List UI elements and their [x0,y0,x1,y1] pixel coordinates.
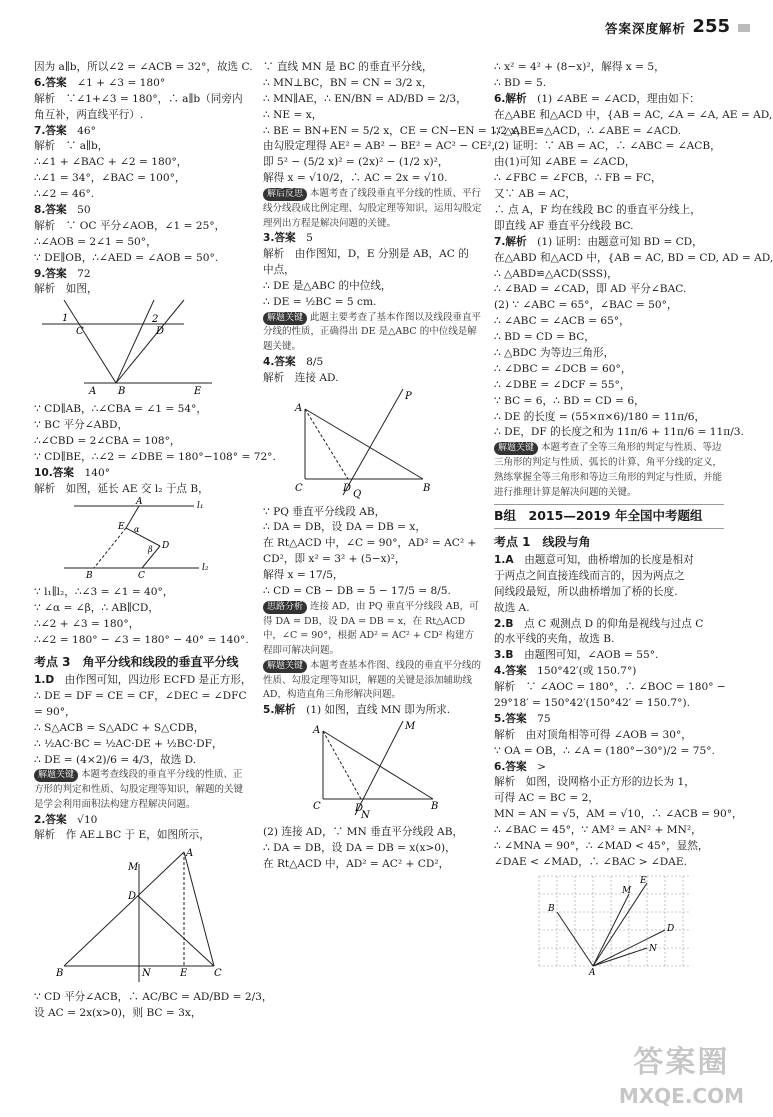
text-line: 解得 x = √10/2，∴ AC = 2x = √10. [263,172,448,185]
text-line: ∴∠1 + ∠BAC + ∠2 = 180°， [34,156,188,169]
text-block [494,553,743,871]
text-line: ∴ DE = DF = CE = CF，∠DEC = ∠DFC [34,689,247,702]
svg-text:A: A [89,386,97,398]
text-line: ∴ DE = ½BC = 5 cm. [263,295,377,308]
text-line: CD²，即 x² = 3² + (5−x)²， [263,553,406,566]
text-line: ∴ 点 A，F 均在线段 BC 的垂直平分线上， [494,204,701,217]
svg-text:D: D [162,540,170,551]
question-tag: 6.答案 [34,76,67,89]
note-text: 此题主要考查了基本作图以及线段垂直平分线的性质，正确得出 DE 是△ABC 的中位线是解题关键。 [263,311,482,353]
text-line: ∴ BD = CD = BC， [494,331,595,344]
text-line: ∴ DA = DB，设 DA = DB = x， [263,521,426,534]
text-line: 3.答案 5 [263,232,313,245]
text-block [494,60,773,441]
text-line: 7.解析 (1) 证明：由题意可知 BD = CD， [494,235,703,248]
svg-text:B: B [86,570,93,581]
svg-text:C: C [76,326,84,338]
text-line: 的水平线的夹角，故选 B. [494,633,615,646]
svg-text:2: 2 [152,314,159,326]
text-line: ∵ OA = OB，∴ ∠A = (180°−30°)/2 = 75°. [494,744,715,757]
text-line: ∵ ∠α = ∠β，∴ AB∥CD， [34,602,159,615]
note-block [263,187,483,231]
text-line: ∴ MN∥AE，∴ EN/BN = AD/BD = 2/3， [263,92,467,105]
svg-text:B: B [431,800,439,812]
text-block [263,825,483,873]
svg-text:P: P [405,390,412,402]
text-line: 角互补，两直线平行）. [34,108,144,121]
text-line: 在 Rt△ACD 中，AD² = AC² + CD²， [263,857,450,870]
text-line: 1.D 由作图可知，四边形 ECFD 是正方形， [34,674,252,687]
text-line: 29°18′ = 150°42′(150°42′ = 150.7°). [494,697,690,710]
text-line: ∴∠2 = 180° − ∠3 = 180° − 40° = 140°. [34,634,249,647]
text-line: ∵ CD∥AB，∴∠CBA = ∠1 = 54°， [34,403,207,416]
column-right [494,60,773,978]
text-line: 即 5² − (5/2 x)² = (2x)² − (1/2 x)²， [263,156,449,169]
text-line: ∴ △BDC 为等边三角形， [494,347,615,360]
svg-text:N: N [361,809,370,821]
watermark [619,1040,744,1111]
text-line: ∴∠CBD = 2∠CBA = 108°， [34,435,181,448]
note-badge: 解题关键 [494,442,538,455]
text-line: ∴ BD = 5. [494,76,547,89]
text-line: 解析 ∵ a∥b， [34,140,109,153]
text-line: 在△ABE 和△ACD 中，{AB = AC, ∠A = ∠A, AE = AD, [494,108,773,121]
text-block [263,703,483,719]
text-line: 由(1)可知 ∠ABE = ∠ACD， [494,156,636,169]
figure-q9 [34,298,234,396]
text-line: 2.答案 √10 [34,813,98,826]
text-line: 即直线 AF 垂直平分线段 BC. [494,219,634,232]
text-line: 于两点之间直接连线而言的，因为两点之 [494,569,685,582]
text-line: ∴ S△ACB = S△ADC + S△CDB， [34,721,205,734]
svg-text:E: E [640,875,647,886]
note-badge: 思路分析 [263,601,307,614]
svg-text:M: M [405,720,416,732]
text-line: ∴ ∠BAC = 45°，∵ AM² = AN² + MN²， [494,824,702,837]
text-line: 间线段最短，所以曲桥增加了桥的长度. [494,585,678,598]
text-line: 解析 如图，延长 AE 交 l₂ 于点 B， [34,482,209,495]
question-tag: 4.答案 [494,665,527,678]
text-line: = 90°， [34,705,76,718]
text-line: ∴ ∠ABC = ∠ACB = 65°， [494,315,630,328]
note-badge: 解题关键 [263,660,307,673]
svg-text:D: D [156,326,165,338]
text-line: 解析 连接 AD. [263,371,339,384]
question-tag: 3.B [494,649,514,662]
text-block [34,402,276,497]
page-header [0,0,750,44]
svg-text:A: A [186,848,194,860]
text-line: 可得 AC = BC = 2， [494,792,599,805]
question-tag: 10.答案 [34,466,74,479]
text-line: ∴ MN⊥BC，BN = CN = 3/2 x， [263,76,433,89]
svg-text:N: N [142,968,151,980]
figure-q4 [263,387,443,499]
question-tag: 1.D [34,674,55,687]
text-line: ∴ NE = x， [263,108,323,121]
running-title: 答案深度解析 [604,21,686,36]
text-line: 设 AC = 2x(x>0)，则 BC = 3x， [34,1007,202,1020]
text-line: ∴ ∠DBC = ∠DCB = 60°， [494,362,632,375]
text-line: ∵ BC 平分∠ABD， [34,419,129,432]
text-line: 由勾股定理得 AE² = AB² − BE² = AC² − CE²， [263,140,503,153]
figure-q5 [263,719,443,819]
text-line: 6.答案 > [494,760,547,773]
text-line: ∴ DE 是△ABC 的中位线， [263,279,392,292]
svg-text:Q: Q [353,488,362,500]
note-badge: 解后反思 [263,188,307,201]
text-line: (2) ∵ ∠ABC = 65°，∠BAC = 50°， [494,299,678,312]
note-text: 连接 AD，由 PQ 垂直平分线段 AB，可得 DA = DB，设 DA = DB = x，在 Rt△ACD 中，∠C = 90°，根据 AD² = AC² + CD² 构建方程即可解决问题。 [263,600,479,657]
text-block [34,673,252,768]
text-line: ∴ ∠MNA = 90°，∴ ∠MAD < 45°，显然， [494,840,709,853]
svg-text:D: D [667,923,675,934]
svg-text:β: β [148,544,153,554]
figure-q10 [34,498,234,580]
text-line: 解析 由对顶角相等可得 ∠AOB = 30°， [494,728,692,741]
figure-q2 [34,844,244,984]
text-line: ∵ CD 平分∠ACB，∴ AC/BC = AD/BD = 2/3， [34,991,273,1004]
note-text: 本题考查基本作图、线段的垂直平分线的性质、勾股定理等知识，解题的关键是添加辅助线 AD，构造直角三角形解决问题。 [263,659,482,701]
note-block [263,600,483,659]
question-tag: 3.答案 [263,232,296,245]
text-line: ∵ CD∥BE，∴∠2 = ∠DBE = 180°−108° = 72°. [34,450,276,463]
text-line: 4.答案 150°42′(或 150.7°) [494,665,637,678]
text-line: ∴ ∠FBC = ∠FCB，∴ FB = FC， [494,172,662,185]
note-badge: 解题关键 [34,769,78,782]
text-line: 在△ABD 和△ACD 中，{AB = AC, BD = CD, AD = AD, [494,251,773,264]
svg-text:C: C [214,968,222,980]
text-line: 7.答案 46° [34,124,96,137]
text-line: 9.答案 72 [34,267,91,280]
svg-text:C: C [295,482,303,494]
text-line: 解析 如图，设网格小正方形的边长为 1， [494,776,695,789]
text-block [263,231,483,310]
text-line: (2) 证明：∵ AB = AC，∴ ∠ABC = ∠ACB， [494,140,721,153]
question-tag: 2.答案 [34,813,67,826]
svg-text:M: M [622,885,632,896]
text-line: ∴ △ABD≌△ACD(SSS)， [494,267,618,280]
svg-text:B: B [423,482,431,494]
question-tag: 6.答案 [494,760,527,773]
svg-text:E: E [118,521,125,532]
text-line: 中点， [263,264,295,277]
text-line: ∴ ½AC·BC = ½AC·DE + ½BC·DF， [34,737,223,750]
text-block [34,990,273,1022]
text-line: 10.答案 140° [34,466,111,479]
svg-text:D: D [343,482,352,494]
question-tag: 9.答案 [34,267,67,280]
text-line: ∴ DE 的长度 = (55×π×6)/180 = 11π/6， [494,410,706,423]
svg-text:A: A [295,402,303,414]
text-line: 3.B 由题图可知，∠AOB = 55°. [494,649,659,662]
text-line: 又∵ AB = AC， [494,188,576,201]
question-tag: 6.解析 [494,92,527,105]
text-line: ∴ DE，DF 的长度之和为 11π/6 + 11π/6 = 11π/3. [494,426,744,439]
text-line: 5.解析 (1) 如图，直线 MN 即为所求. [263,703,451,716]
text-block [263,505,483,600]
svg-text:D: D [355,802,364,814]
note-block [263,659,483,703]
text-line: ∴ CD = CB − DB = 5 − 17/5 = 8/5. [263,585,451,598]
question-tag: 7.答案 [34,124,67,137]
figure-grid [534,871,694,978]
svg-text:B: B [548,903,555,914]
text-line: ∴ DE = (4×2)/6 = 4/3，故选 D. [34,753,197,766]
text-line: 解析 ∵∠1+∠3 = 180°，∴ a∥b（同旁内 [34,92,243,105]
svg-text:D: D [128,891,137,903]
text-line: ∴∠1 = 34°，∠BAC = 100°， [34,172,186,185]
svg-text:l₂: l₂ [202,562,209,573]
section-heading: 考点 1 线段与角 [494,535,591,549]
text-line: 解得 x = 17/5， [263,569,344,582]
group-heading: B组 2015—2019 年全国中考题组 [494,504,724,529]
text-line: 解析 作 AE⊥BC 于 E，如图所示， [34,829,210,842]
note-badge: 解题关键 [263,312,307,325]
note-block [494,441,724,500]
text-line: 解析 ∵ ∠AOC = 180°，∴ ∠BOC = 180° − [494,681,726,694]
text-line: ∵ l₁∥l₂，∴∠3 = ∠1 = 40°， [34,586,174,599]
page-number: 255 [692,16,730,37]
text-block [34,60,252,298]
text-line: 解析 由作图知，D，E 分别是 AB，AC 的 [263,248,469,261]
text-line: ∴ ∠BAD = ∠CAD，即 AD 平分∠BAC. [494,283,687,296]
column-left [34,60,276,1022]
text-line: ∴ △ABE≌△ACD，∴ ∠ABE = ∠ACD. [494,124,682,137]
question-tag: 2.B [494,617,514,630]
text-block [263,355,483,387]
svg-text:l₁: l₁ [197,500,204,511]
text-line: MN = AN = √5，AM = √10，∴ ∠ACB = 90°， [494,808,743,821]
svg-text:α: α [134,524,140,534]
question-tag: 4.答案 [263,355,296,368]
question-tag: 1.A [494,554,514,566]
text-line: ∴ x² = 4² + (8−x)²，解得 x = 5， [494,61,665,73]
text-line: ∴ BE = BN+EN = 5/2 x，CE = CN−EN = 1/2 x， [263,124,528,137]
text-line: ∴∠2 = 46°. [34,188,95,201]
svg-text:A: A [589,967,596,978]
text-line: 解析 ∵ OC 平分∠AOB，∠1 = 25°， [34,219,226,232]
header-tab [738,24,750,32]
text-block [34,585,252,649]
question-tag: 7.解析 [494,235,527,248]
svg-text:E: E [194,386,202,398]
note-text: 本题考查线段的垂直平分线的性质、正方形的判定和性质、勾股定理等知识，解题的关键是学会利用面积法构建方程解决问题。 [34,769,244,810]
question-tag: 5.答案 [494,712,527,725]
svg-text:C: C [313,800,321,812]
svg-text:A: A [313,724,321,736]
text-line: 2.B 点 C 观测点 D 的仰角是视线与过点 C [494,617,704,630]
text-line: 6.答案 ∠1 + ∠3 = 180° [34,76,166,89]
watermark-logo: 答案圈 [633,1045,730,1080]
text-line: ∴ ∠DBE = ∠DCF = 55°， [494,378,631,391]
svg-text:1: 1 [62,313,69,325]
note-text: 本题考查了全等三角形的判定与性质、等边三角形的判定与性质、弧长的计算、角平分线的定义，熟练掌握全等三角形和等边三角形的判定与性质，并能进行推理计算是解决问题的关键。 [494,442,723,498]
svg-text:E: E [180,968,188,980]
svg-text:A: A [136,496,143,507]
text-line: ∴∠AOB = 2∠1 = 50°， [34,235,157,248]
svg-text:B: B [118,386,126,398]
svg-text:C: C [138,570,145,581]
svg-text:B: B [56,968,64,980]
note-block [34,768,252,812]
text-line: 在 Rt△ACD 中，∠C = 90°，AD² = AC² + [263,537,477,550]
note-text: 本题考查了线段垂直平分线的性质、平行线分线段成比例定理、勾股定理等知识，运用勾股定理列出方程是解决问题的关键。 [263,188,482,229]
text-block [34,813,252,845]
text-line: 4.答案 8/5 [263,355,324,368]
text-line: ∵ DE∥OB，∴∠AED = ∠AOB = 50°. [34,251,219,264]
question-tag: 8.答案 [34,204,67,217]
text-line: 5.答案 75 [494,712,551,725]
text-line: 因为 a∥b，所以∠2 = ∠ACB = 32°，故选 C. [34,61,253,73]
text-line: (2) 连接 AD，∵ MN 垂直平分线段 AB， [263,825,464,838]
text-line: 8.答案 50 [34,204,91,217]
text-line: 解析 如图， [34,283,98,296]
text-line: ∵ PQ 垂直平分线段 AB， [263,505,386,518]
question-tag: 5.解析 [263,703,296,716]
text-line: ∴∠2 + ∠3 = 180°， [34,618,140,631]
svg-text:N: N [649,943,657,954]
text-line: ∴ DA = DB，设 DA = DB = x(x>0)， [263,841,456,854]
watermark-url: MXQE.COM [618,1084,744,1108]
note-block [263,311,483,355]
svg-text:M: M [128,862,139,874]
text-line: ∵ BC = 6，∴ BD = CD = 6， [494,394,645,407]
text-line: ∵ 直线 MN 是 BC 的垂直平分线， [263,61,433,73]
text-line: ∠DAE < ∠MAD，∴ ∠BAC > ∠DAE. [494,855,687,868]
text-line: 1.A 由题意可知，曲桥增加的长度是相对 [494,554,694,566]
text-line: 故选 A. [494,601,530,614]
section-heading: 考点 3 角平分线和线段的垂直平分线 [34,655,239,670]
text-line: 6.解析 (1) ∠ABE = ∠ACD，理由如下： [494,92,700,105]
